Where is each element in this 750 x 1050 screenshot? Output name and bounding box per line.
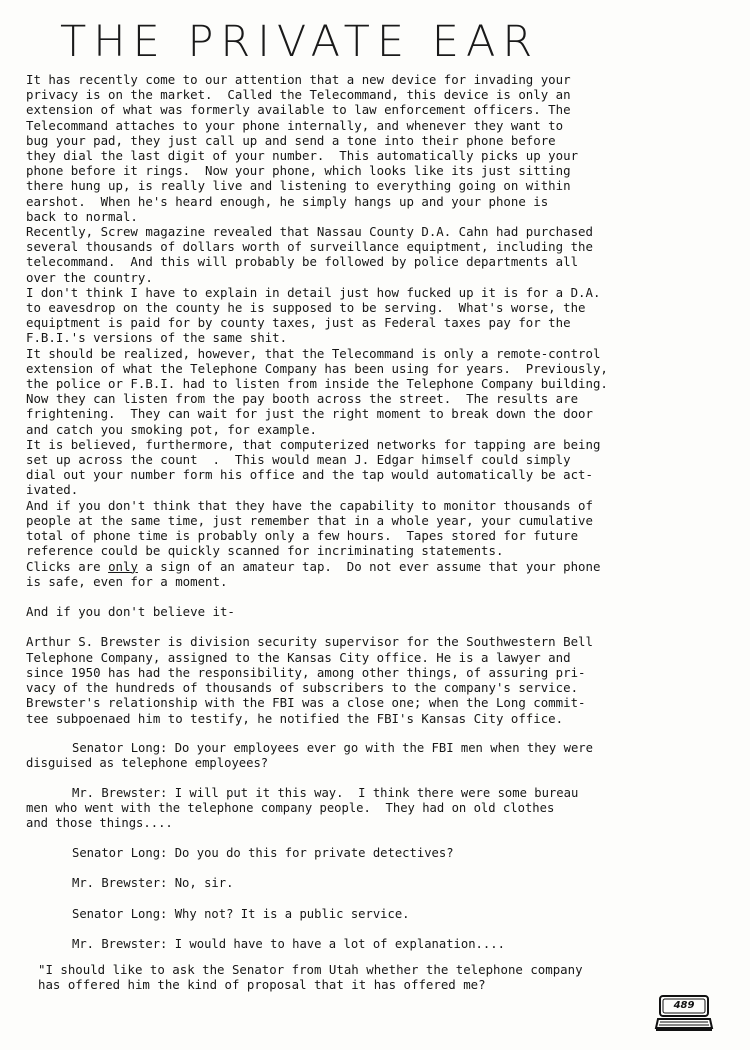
paragraph-phone-company: It should be realized, however, that the Telecommand is only a remote-control extension of what the Telephone Company has been using for years. Previously, the police or F.B.I. had to listen from inside the Telephone Company building. Now they can listen from the pay booth across the street. The results are frightening. They can wait for just the right moment to break down the door and catch you smoking pot, for example.: [26, 345, 608, 437]
paragraph-brewster: Arthur S. Brewster is division security supervisor for the Southwestern Bell Telephone Company, assigned to the Kansas City office. He is a lawyer and since 1950 has had the responsibility, among other things, of assuring pri- vacy of the hundreds of thousands of subscribers to the company's service. Brewster's relationship with the FBI was a close one; when the Long commit- tee subpoenaed him to testify, he notified the FBI's Kansas City office.: [26, 634, 593, 726]
transcript-line: Mr. Brewster: I would have to have a lot of explanation....: [72, 936, 505, 951]
paragraph-networks: It is believed, furthermore, that computerized networks for tapping are being set up across the count . This would mean J. Edgar himself could simply dial out your number form his office and the tap would automatically be act- ivated.: [26, 436, 601, 498]
paragraph-capability: And if you don't think that they have the capability to monitor thousands of people at the same time, just remember that in a whole year, your cumulative total of phone time is probably only a few hours. Tapes stored for future reference could be quickly scanned for incriminating statements.: [26, 497, 593, 559]
clicks-underlined-word: only: [108, 558, 138, 574]
transcript-line: Senator Long: Do you do this for private detectives?: [72, 846, 454, 861]
hearing-transcript: [26, 741, 726, 952]
paragraph-clicks: [26, 559, 726, 589]
article-title: THE PRIVATE EAR: [60, 17, 540, 67]
transcript-line: Mr. Brewster: I will put it this way. I think there were some bureau men who went with the telephone company people. They had on old clothes and those things....: [26, 786, 579, 831]
lead-in: And if you don't believe it-: [26, 604, 235, 620]
paragraph-da-eavesdrop: I don't think I have to explain in detail just how fucked up it is for a D.A. to eavesdrop on the county he is supposed to be serving. What's worse, the equiptment is paid for by county taxes, just as Federal taxes pay for the F.B.I.'s versions of the same shit.: [26, 284, 601, 346]
transcript-line: Senator Long: Do your employees ever go with the FBI men when they were disguised as telephone employees?: [26, 740, 593, 770]
closing-quote: "I should like to ask the Senator from Utah whether the telephone company has offered him the kind of proposal that it has offered me?: [38, 961, 583, 993]
computer-terminal-logo: [654, 995, 714, 1033]
paragraph-screw-magazine: Recently, Screw magazine revealed that Nassau County D.A. Cahn had purchased several thousands of dollars worth of surveillance equiptment, including the telecommand. And this will probably be followed by police departments all over the country.: [26, 224, 593, 285]
clicks-after: a sign of an amateur tap. Do not ever assume that your phone is safe, even for a moment.: [26, 558, 601, 589]
page-number: 489: [673, 1000, 695, 1011]
paragraph-telecommand: It has recently come to our attention that a new device for invading your privacy is on the market. Called the Telecommand, this device is only an extension of what was formerly available to law enforcement officers. The Telecommand attaches to your phone internally, and whenever they want to bug your pad, they just call up and send a tone into their phone before they dial the last digit of your number. This automatically picks up your phone before it rings. Now your phone, which looks like its just sitting there hung up, is really live and listening to everything going on within earshot. When he's heard enough, he simply hangs up and your phone is back to normal.: [26, 72, 579, 224]
clicks-before: Clicks are: [26, 558, 109, 574]
transcript-line: Senator Long: Why not? It is a public service.: [72, 906, 410, 921]
article-body: [26, 72, 726, 992]
transcript-line: Mr. Brewster: No, sir.: [72, 876, 234, 891]
